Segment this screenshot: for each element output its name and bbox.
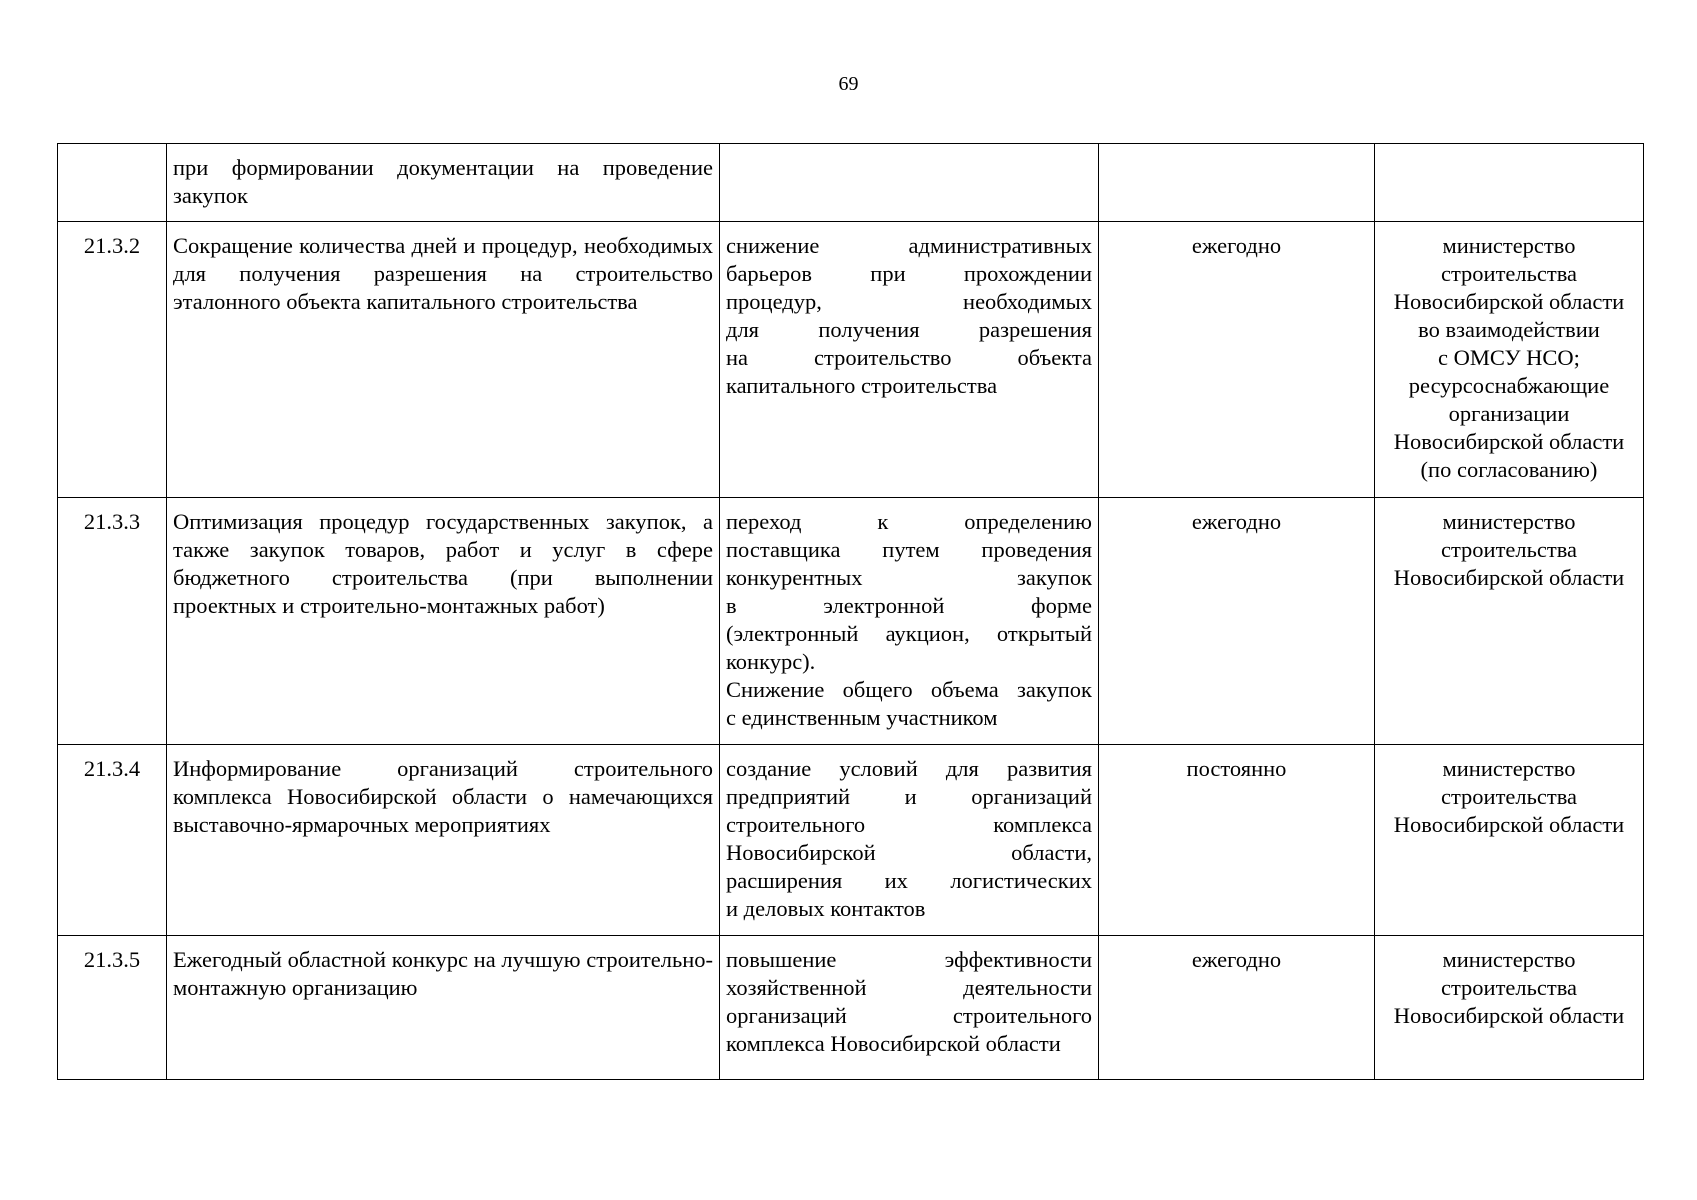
result-cell <box>720 936 1099 1080</box>
action-text: при формировании документации на проведение закупок <box>173 155 713 208</box>
term-cell <box>1099 222 1375 498</box>
executor-line: ресурсоснабжающие <box>1408 373 1610 398</box>
result-line: переход к определению <box>726 509 1092 534</box>
executor-line: с ОМСУ НСО; <box>1438 345 1580 370</box>
row-number-cell <box>58 498 167 745</box>
table-row <box>58 745 1644 936</box>
measures-table <box>57 143 1644 1080</box>
result-line: создание условий для развития <box>726 756 1092 781</box>
executor-cell <box>1375 745 1644 936</box>
row-number: 21.3.4 <box>83 756 141 781</box>
action-cell <box>167 498 720 745</box>
result-line: с единственным участником <box>726 705 998 730</box>
result-cell <box>720 144 1099 222</box>
action-cell <box>167 222 720 498</box>
executor-line: Новосибирской области <box>1393 1003 1625 1028</box>
executor-cell <box>1375 222 1644 498</box>
executor-line: министерство <box>1442 756 1576 781</box>
term-text: ежегодно <box>1191 233 1282 258</box>
table-row <box>58 936 1644 1080</box>
result-line: Снижение общего объема закупок <box>726 677 1092 702</box>
row-number-cell <box>58 745 167 936</box>
result-line: (электронный аукцион, открытый <box>726 621 1092 646</box>
result-line: процедур, необходимых <box>726 289 1092 314</box>
term-text: постоянно <box>1186 756 1287 781</box>
result-line: расширения их логистических <box>726 868 1092 893</box>
page-number: 69 <box>838 73 859 95</box>
result-line: строительного комплекса <box>726 812 1092 837</box>
executor-line: министерство <box>1442 233 1576 258</box>
action-text: Оптимизация процедур государственных закупок, а также закупок товаров, работ и услуг в сфере бюджетного строительства (при выполнении проектных и строительно-монтажных работ) <box>173 509 713 618</box>
term-cell <box>1099 936 1375 1080</box>
result-line: капитального строительства <box>726 373 998 398</box>
result-cell <box>720 745 1099 936</box>
result-line: комплекса Новосибирской области <box>726 1031 1061 1056</box>
term-text: ежегодно <box>1191 509 1282 534</box>
table-row <box>58 144 1644 222</box>
result-line: снижение административных <box>726 233 1092 258</box>
result-line: предприятий и организаций <box>726 784 1092 809</box>
result-line: Новосибирской области, <box>726 840 1092 865</box>
term-cell <box>1099 498 1375 745</box>
result-line: конкурс). <box>726 649 816 674</box>
result-line: на строительство объекта <box>726 345 1092 370</box>
row-number: 21.3.2 <box>83 233 141 258</box>
executor-line: Новосибирской области <box>1393 429 1625 454</box>
executor-line: строительства <box>1440 537 1578 562</box>
term-cell <box>1099 144 1375 222</box>
executor-cell <box>1375 936 1644 1080</box>
executor-line: организации <box>1448 401 1570 426</box>
executor-line: Новосибирской области <box>1393 565 1625 590</box>
result-line: конкурентных закупок <box>726 565 1092 590</box>
result-line: организаций строительного <box>726 1003 1092 1028</box>
executor-line: строительства <box>1440 975 1578 1000</box>
executor-line: во взаимодействии <box>1418 317 1600 342</box>
row-number: 21.3.3 <box>83 509 141 534</box>
result-line: в электронной форме <box>726 593 1092 618</box>
term-text: ежегодно <box>1191 947 1282 972</box>
row-number-cell <box>58 936 167 1080</box>
table-body <box>58 144 1644 1080</box>
row-number-cell <box>58 144 167 222</box>
result-line: и деловых контактов <box>726 896 926 921</box>
action-cell <box>167 936 720 1080</box>
executor-line: Новосибирской области <box>1393 812 1625 837</box>
executor-line: строительства <box>1440 261 1578 286</box>
executor-line: строительства <box>1440 784 1578 809</box>
executor-line: министерство <box>1442 947 1576 972</box>
executor-line: министерство <box>1442 509 1576 534</box>
executor-cell <box>1375 144 1644 222</box>
result-line: поставщика путем проведения <box>726 537 1092 562</box>
action-cell <box>167 745 720 936</box>
table-row <box>58 222 1644 498</box>
result-cell <box>720 498 1099 745</box>
action-text: Сокращение количества дней и процедур, необходимых для получения разрешения на строительство эталонного объекта капитального строительства <box>173 233 713 314</box>
result-line: для получения разрешения <box>726 317 1092 342</box>
row-number: 21.3.5 <box>83 947 141 972</box>
result-line: хозяйственной деятельности <box>726 975 1092 1000</box>
row-number-cell <box>58 222 167 498</box>
executor-line: Новосибирской области <box>1393 289 1625 314</box>
result-line: повышение эффективности <box>726 947 1092 972</box>
result-line: барьеров при прохождении <box>726 261 1092 286</box>
executor-cell <box>1375 498 1644 745</box>
result-cell <box>720 222 1099 498</box>
table-row <box>58 498 1644 745</box>
action-text: Ежегодный областной конкурс на лучшую строительно-монтажную организацию <box>173 947 713 1000</box>
term-cell <box>1099 745 1375 936</box>
executor-line: (по согласованию) <box>1420 457 1598 482</box>
action-text: Информирование организаций строительного комплекса Новосибирской области о намечающихся выставочно-ярмарочных мероприятиях <box>173 756 713 837</box>
action-cell <box>167 144 720 222</box>
